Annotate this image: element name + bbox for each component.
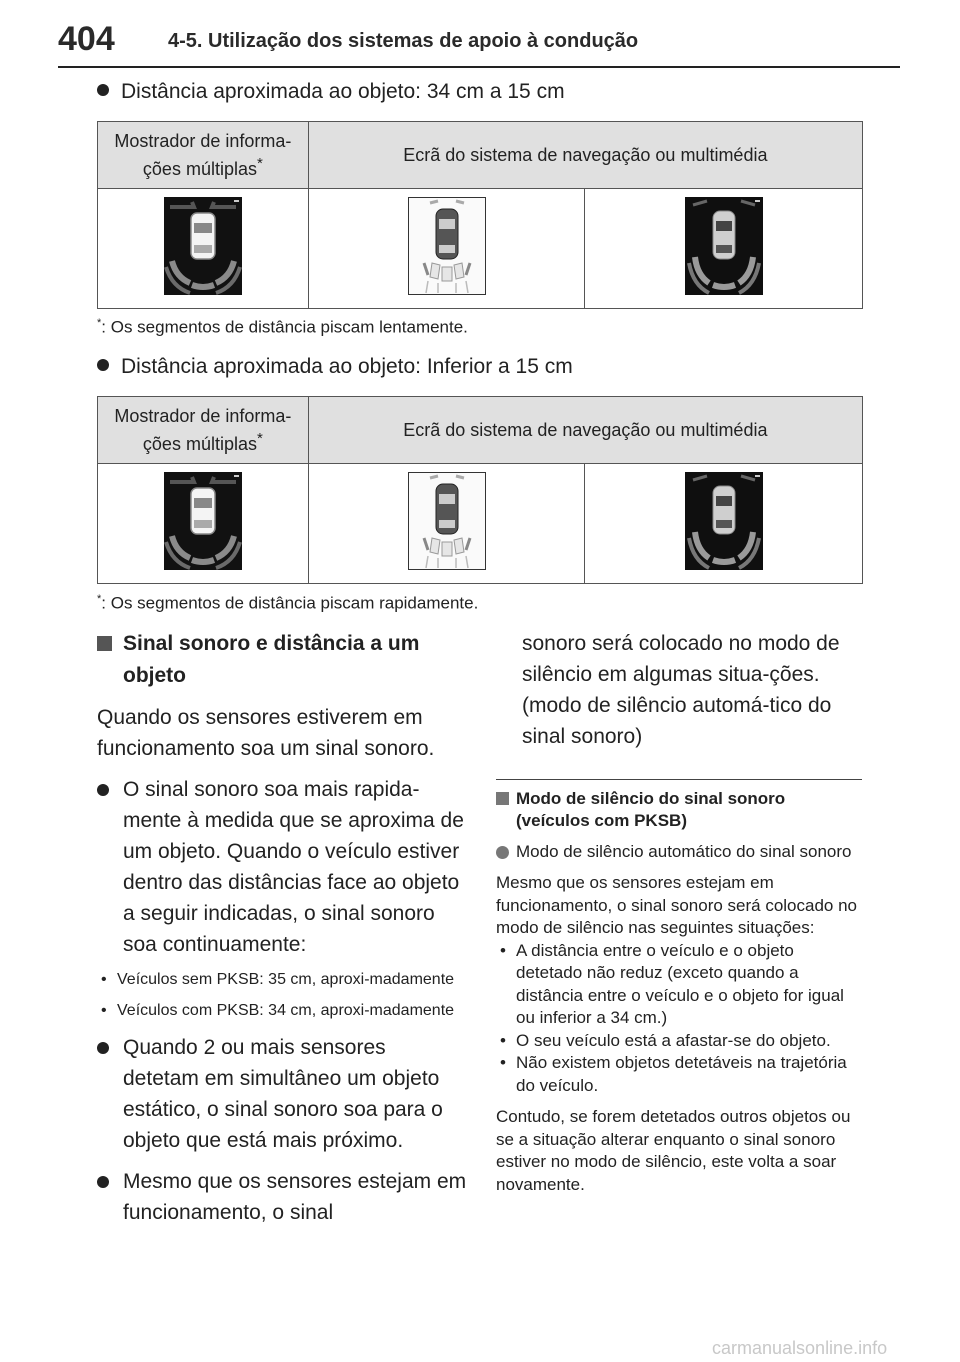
table-cell-nav-dark-image bbox=[585, 464, 863, 584]
paragraph: Contudo, se forem detetados outros objetos ou se a situação alterar enquanto o sinal sonoro estiver no modo de silêncio, este volta a soar novamente. bbox=[496, 1107, 851, 1194]
table-cell-multi-info-image bbox=[98, 464, 309, 584]
list-marker: • bbox=[500, 940, 506, 960]
right-column bbox=[496, 779, 862, 1196]
paragraph: Mesmo que os sensores estejam em funcionamento, o sinal sonoro será colocado no modo de silêncio nas seguintes situações: bbox=[496, 873, 858, 937]
bullet-item: Mesmo que os sensores estejam em funcionamento, o sinal bbox=[97, 1166, 467, 1228]
bullet-item: Quando 2 ou mais sensores detetam em simultâneo um objeto estático, o sinal sonoro soa para o objeto que está mais próximo. bbox=[97, 1032, 467, 1156]
bullet-dot-icon bbox=[97, 1176, 109, 1188]
nav-screen-dark-image bbox=[685, 472, 763, 570]
section-divider bbox=[496, 779, 862, 780]
bullet-dot-icon bbox=[496, 846, 509, 859]
bullet-dot-icon bbox=[97, 784, 109, 796]
list-marker: • bbox=[101, 971, 107, 988]
list-item: • A distância entre o veículo e o objeto detetado não reduz (exceto quando a distância entre o veículo e o objeto for igual ou inferior a 34 cm.) bbox=[500, 940, 844, 1027]
subsection-title-silent-mode: Modo de silêncio do sinal sonoro (veículos com PKSB) bbox=[496, 788, 862, 832]
table-cell-nav-dark-image bbox=[585, 189, 863, 309]
list-marker: • bbox=[500, 1030, 506, 1050]
bullet-item: Modo de silêncio automático do sinal sonoro bbox=[496, 841, 862, 863]
nav-screen-light-image bbox=[408, 472, 486, 570]
continuation-text: sonoro será colocado no modo de silêncio em algumas situa-ções. (modo de silêncio automá-tico do sinal sonoro) bbox=[522, 632, 840, 748]
footnote-2: *: Os segmentos de distância piscam rapidamente. bbox=[97, 593, 479, 613]
distance-heading-2: Distância aproximada ao objeto: Inferior a 15 cm bbox=[97, 355, 573, 379]
section-title: 4-5. Utilização dos sistemas de apoio à condução bbox=[168, 30, 639, 52]
table-cell-multi-info-image bbox=[98, 189, 309, 309]
left-column bbox=[97, 628, 467, 1228]
nav-screen-light-image bbox=[408, 197, 486, 295]
list-item: • O seu veículo está a afastar-se do objeto. bbox=[496, 1030, 862, 1053]
display-table-1 bbox=[97, 121, 863, 309]
nav-screen-dark-image bbox=[685, 197, 763, 295]
list-marker: • bbox=[500, 1053, 506, 1072]
square-bullet-icon bbox=[496, 792, 509, 805]
bullet-dot-icon bbox=[97, 1042, 109, 1054]
distance-heading-1: Distância aproximada ao objeto: 34 cm a 15 cm bbox=[97, 80, 565, 104]
sub-list-item: • Veículos com PKSB: 34 cm, aproxi-madamente bbox=[97, 999, 467, 1022]
table-header-multi-info: Mostrador de informa- ções múltiplas* bbox=[98, 397, 309, 464]
page-header bbox=[0, 0, 960, 68]
header-divider bbox=[58, 66, 900, 68]
table-header-nav-screen: Ecrã do sistema de navegação ou multimédia bbox=[308, 122, 862, 189]
multi-info-display-image bbox=[164, 472, 242, 570]
list-item: • Não existem objetos detetáveis na trajetória do veículo. bbox=[500, 1053, 847, 1095]
page-number: 404 bbox=[58, 20, 115, 58]
bullet-item: O sinal sonoro soa mais rapida-mente à medida que se aproxima de um objeto. Quando o veículo estiver dentro das distâncias face ao objeto a seguir indicadas, o sinal sonoro soa continuamente: bbox=[97, 774, 467, 960]
multi-info-display-image bbox=[164, 197, 242, 295]
sub-list-item: • Veículos sem PKSB: 35 cm, aproxi-madamente bbox=[97, 968, 467, 991]
table-cell-nav-light-image bbox=[308, 464, 585, 584]
subsection-title-buzzer: Sinal sonoro e distância a um objeto bbox=[97, 628, 467, 692]
footnote-1: *: Os segmentos de distância piscam lentamente. bbox=[97, 317, 468, 337]
table-header-nav-screen: Ecrã do sistema de navegação ou multimédia bbox=[308, 397, 862, 464]
square-bullet-icon bbox=[97, 636, 112, 651]
table-cell-nav-light-image bbox=[308, 189, 585, 309]
bullet-dot-icon bbox=[97, 359, 109, 371]
intro-paragraph: Quando os sensores estiverem em funcionamento soa um sinal sonoro. bbox=[97, 706, 435, 760]
bullet-dot-icon bbox=[97, 84, 109, 96]
table-header-multi-info: Mostrador de informa- ções múltiplas* bbox=[98, 122, 309, 189]
display-table-2 bbox=[97, 396, 863, 584]
list-marker: • bbox=[101, 1002, 107, 1019]
watermark: carmanualsonline.info bbox=[712, 1338, 888, 1358]
